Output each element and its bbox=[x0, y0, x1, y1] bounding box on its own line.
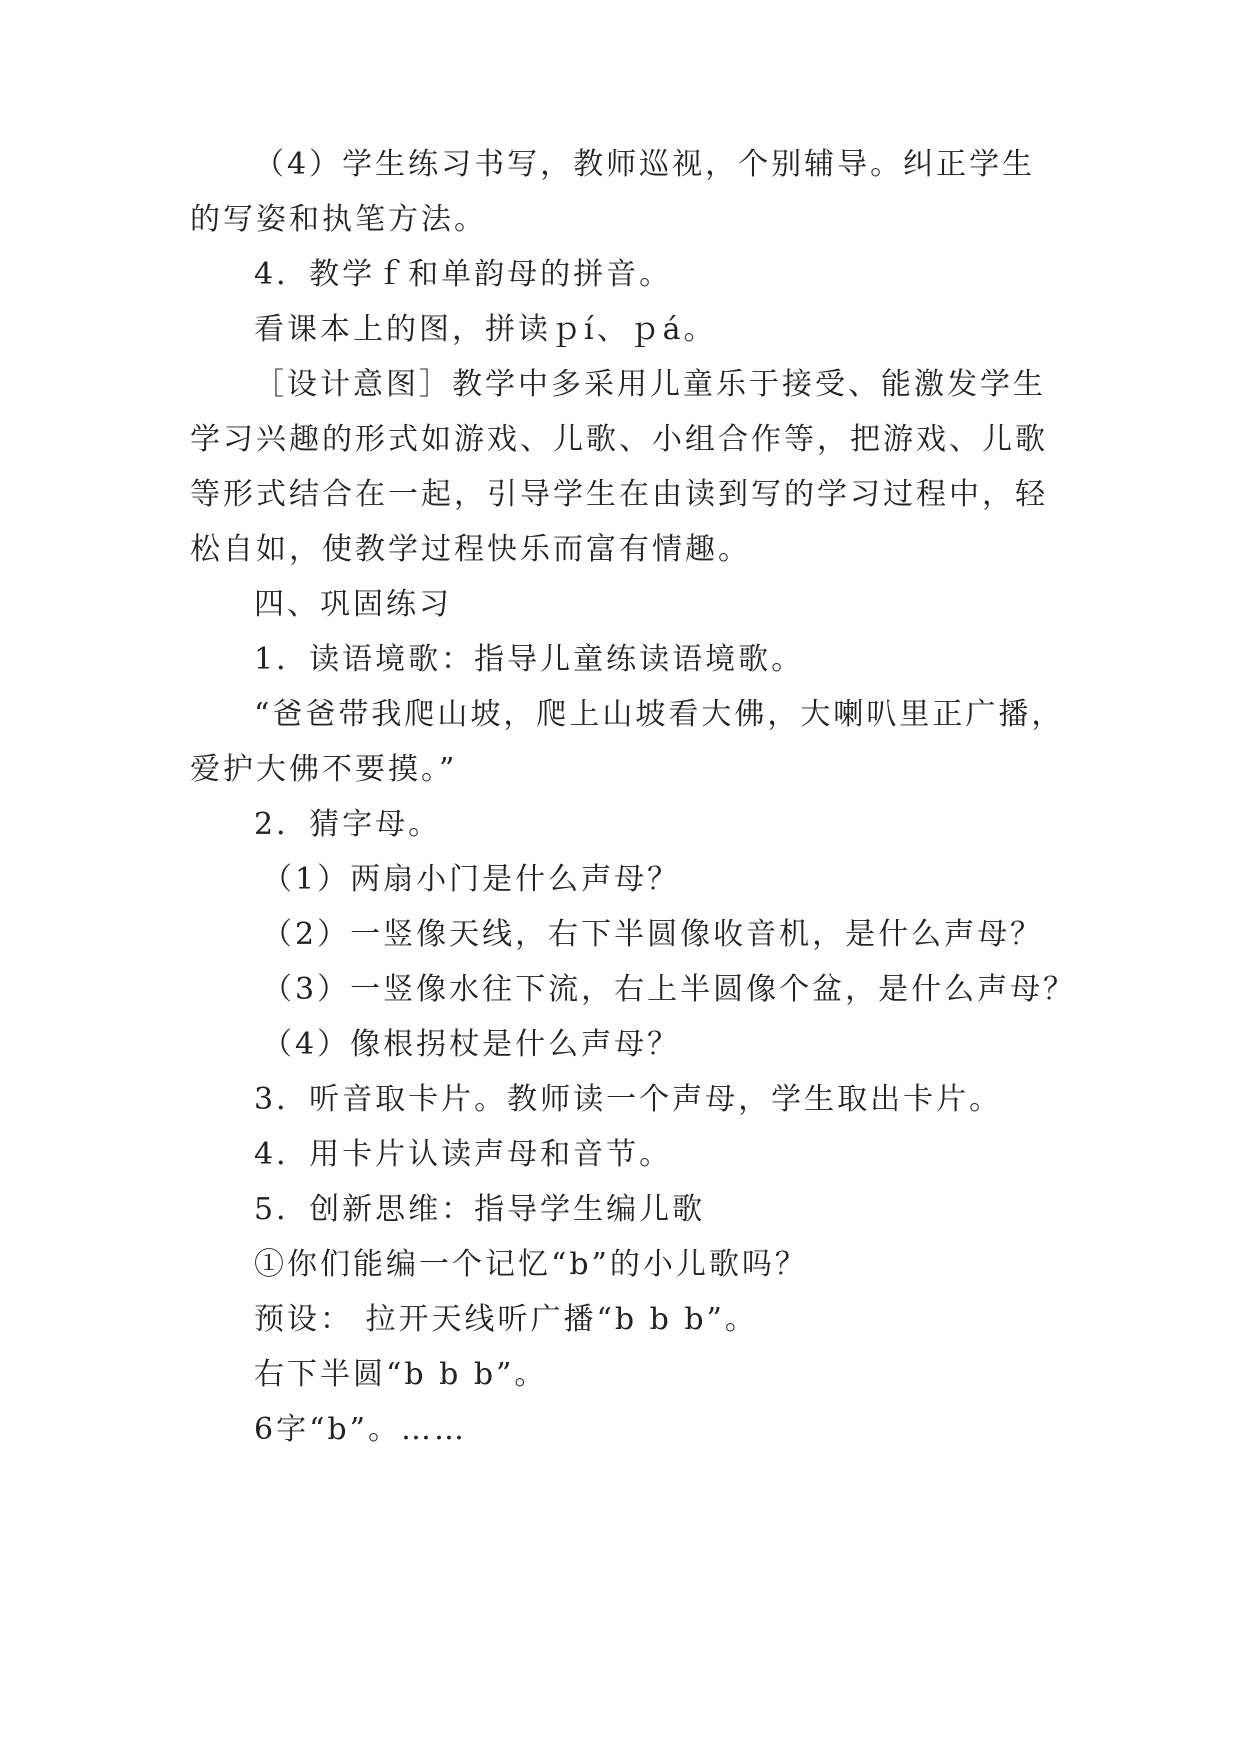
paragraph-line: 3．听音取卡片。教师读一个声母，学生取出卡片。 bbox=[254, 1082, 1003, 1117]
list-item: （4）像根拐杖是什么声母？ bbox=[262, 1027, 681, 1062]
list-item: （2）一竖像天线，右下半圆像收音机，是什么声母？ bbox=[262, 917, 1044, 952]
section-heading: 四、巩固练习 bbox=[254, 587, 452, 622]
paragraph-line: 看课本上的图，拼读ｐí、ｐá。 bbox=[254, 312, 717, 347]
paragraph-line: 2．猜字母。 bbox=[254, 807, 442, 842]
paragraph-line: 的写姿和执笔方法。 bbox=[190, 202, 487, 237]
paragraph-line: （4）学生练习书写，教师巡视，个别辅导。纠正学生 bbox=[254, 147, 1036, 182]
list-item: （3）一竖像水往下流，右上半圆像个盆，是什么声母？ bbox=[262, 972, 1077, 1007]
paragraph-line: “爸爸带我爬山坡，爬上山坡看大佛，大喇叭里正广播， bbox=[254, 697, 1065, 732]
paragraph-line: 4．用卡片认读声母和音节。 bbox=[254, 1137, 673, 1172]
paragraph-line: 1．读语境歌：指导儿童练读语境歌。 bbox=[254, 642, 805, 677]
paragraph-line: 等形式结合在一起，引导学生在由读到写的学习过程中，轻 bbox=[190, 477, 1048, 512]
paragraph-line: 预设： 拉开天线听广播“b b b”。 bbox=[254, 1302, 758, 1337]
paragraph-line: ①你们能编一个记忆“b”的小儿歌吗？ bbox=[254, 1247, 808, 1282]
list-item: （1）两扇小门是什么声母？ bbox=[262, 862, 681, 897]
paragraph-line: 松自如，使教学过程快乐而富有情趣。 bbox=[190, 532, 751, 567]
paragraph-line: 学习兴趣的形式如游戏、儿歌、小组合作等，把游戏、儿歌 bbox=[190, 422, 1048, 457]
paragraph-line: ［设计意图］教学中多采用儿童乐于接受、能激发学生 bbox=[254, 367, 1046, 402]
paragraph-line: 4．教学ｆ和单韵母的拼音。 bbox=[254, 257, 673, 292]
paragraph-line: 6字“b”。…… bbox=[254, 1412, 467, 1447]
paragraph-line: 爱护大佛不要摸。” bbox=[190, 752, 458, 787]
paragraph-line: 5．创新思维：指导学生编儿歌 bbox=[254, 1192, 706, 1227]
paragraph-line: 右下半圆“b b b”。 bbox=[254, 1357, 548, 1392]
